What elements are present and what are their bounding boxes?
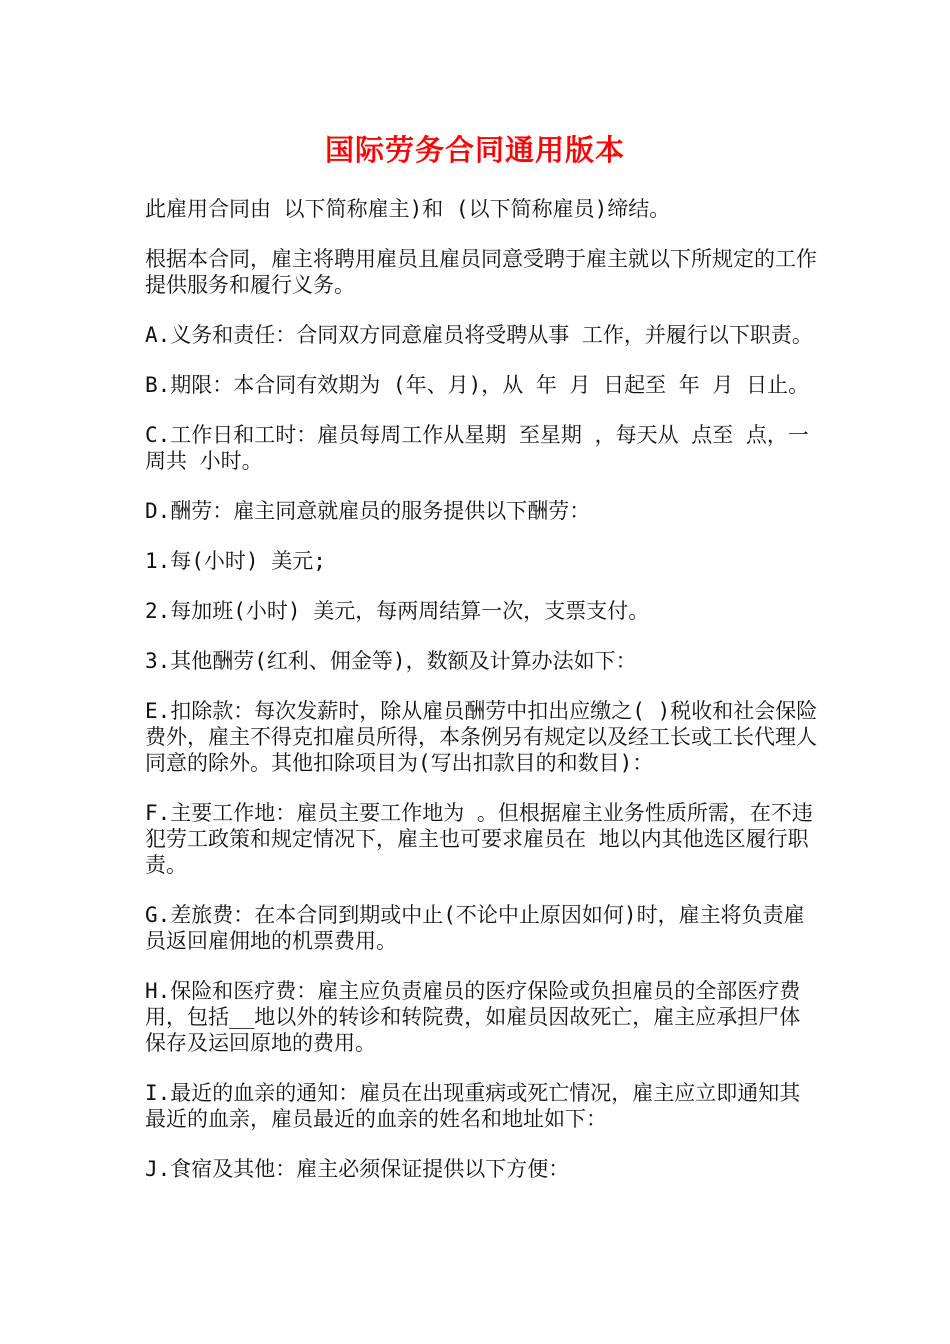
paragraph-d-pay: D.酬劳：雇主同意就雇员的服务提供以下酬劳： [145,499,591,523]
paragraph-g-travel: G.差旅费：在本合同到期或中止(不论中止原因如何)时，雇主将负责雇员返回雇佣地的机票费用。 [145,903,805,953]
paragraph-intro: 此雇用合同由 以下简称雇主)和 (以下简称雇员)缔结。 [145,197,671,221]
paragraph-j-lodging: J.食宿及其他：雇主必须保证提供以下方便： [145,1157,570,1181]
paragraph-h-insurance: H.保险和医疗费：雇主应负责雇员的医疗保险或负担雇员的全部医疗费用，包括__地以外的转诊和转院费，如雇员因故死亡，雇主应承担尸体保存及运回原地的费用。 [145,979,801,1055]
paragraph-d3-other: 3.其他酬劳(红利、佣金等)，数额及计算办法如下： [145,649,637,673]
paragraph-e-deductions: E.扣除款：每次发薪时，除从雇员酬劳中扣出应缴之( )税收和社会保险费外，雇主不得克扣雇员所得，本条例另有规定以及经工长或工长代理人同意的除外。其他扣除项目为(写出扣款目的和数目)： [145,699,818,775]
paragraph-a-duties: A.义务和责任：合同双方同意雇员将受聘从事 工作，并履行以下职责。 [145,323,813,347]
paragraph-basis: 根据本合同，雇主将聘用雇员且雇员同意受聘于雇主就以下所规定的工作提供服务和履行义务。 [145,247,817,297]
paragraph-b-term: B.期限：本合同有效期为 (年、月)，从 年 月 日起至 年 月 日止。 [145,373,810,397]
paragraph-d1-hourly: 1.每(小时) 美元; [145,549,326,573]
paragraph-f-workplace: F.主要工作地：雇员主要工作地为 。但根据雇主业务性质所需，在不违犯劳工政策和规定情况下，雇主也可要求雇员在 地以内其他选区履行职责。 [145,801,813,877]
paragraph-i-kin: I.最近的血亲的通知：雇员在出现重病或死亡情况，雇主应立即通知其最近的血亲，雇员最近的血亲的姓名和地址如下： [145,1081,801,1131]
document-title: 国际劳务合同通用版本 [324,133,625,167]
paragraph-c-hours: C.工作日和工时：雇员每周工作从星期 至星期 ，每天从 点至 点，一周共 小时。 [145,423,809,473]
paragraph-d2-overtime: 2.每加班(小时) 美元，每两周结算一次，支票支付。 [145,599,650,623]
document-body [145,196,820,1206]
